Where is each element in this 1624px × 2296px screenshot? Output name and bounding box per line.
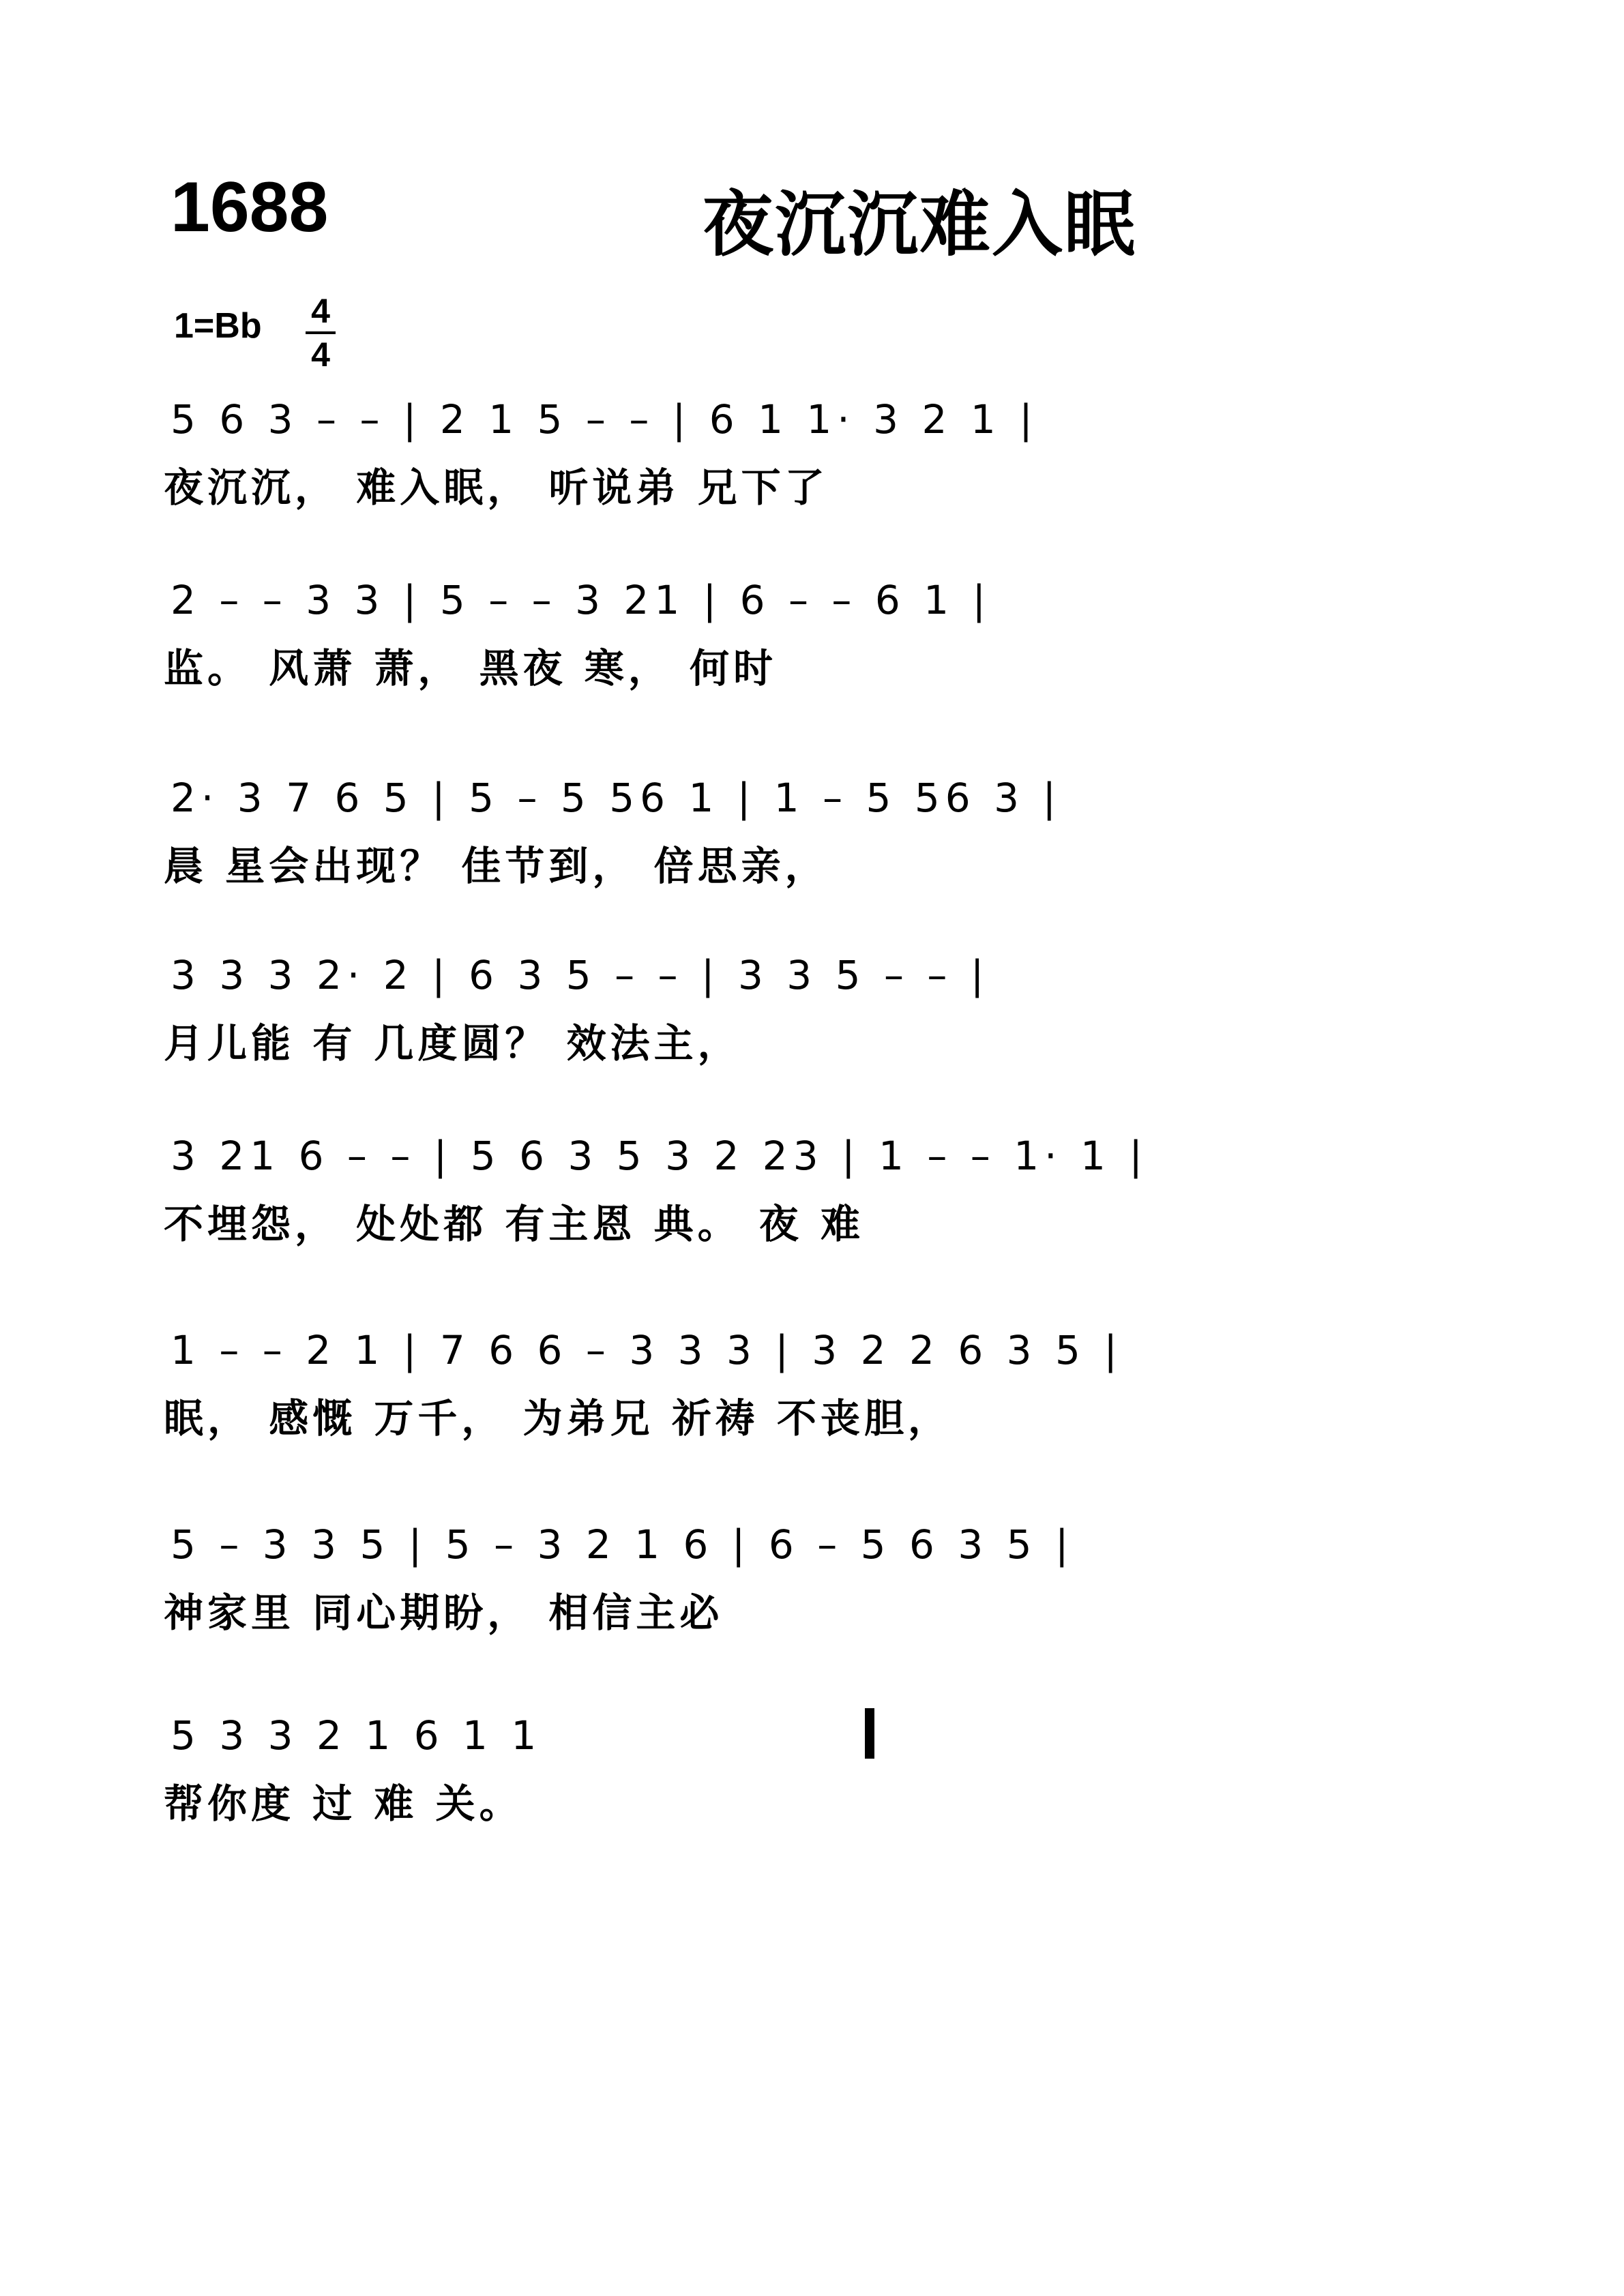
key-signature: 1=Bb <box>174 306 262 346</box>
score-row-8 <box>0 1705 1624 1889</box>
lyrics-line: 夜沉沉， 难入眠， 听说弟 兄下了 <box>164 464 829 511</box>
time-signature-bottom: 4 <box>311 336 330 374</box>
lyrics-line: 眠， 感慨 万千， 为弟兄 祈祷 不丧胆， <box>164 1395 951 1442</box>
notation-line: 2· 3 7 6 5 | 5 – 5 56 1 | 1 – 5 56 3 | <box>171 775 1062 821</box>
notation-line: 5 3 3 2 1 6 1 1 <box>171 1712 542 1759</box>
score-row-1 <box>0 389 1624 573</box>
score-row-3 <box>0 767 1624 951</box>
hymn-title: 夜沉沉难入眠 <box>703 183 1137 266</box>
score-row-7 <box>0 1514 1624 1698</box>
final-barline <box>865 1708 874 1759</box>
notation-line: 5 6 3 – – | 2 1 5 – – | 6 1 1· 3 2 1 | <box>171 396 1038 443</box>
score-row-5 <box>0 1125 1624 1309</box>
hymn-number: 1688 <box>171 168 329 247</box>
lyrics-line: 神家里 同心期盼， 相信主必 <box>164 1590 724 1636</box>
notation-line: 3 21 6 – – | 5 6 3 5 3 2 23 | 1 – – 1· 1 | <box>171 1133 1148 1179</box>
notation-line: 1 – – 2 1 | 7 6 6 – 3 3 3 | 3 2 2 6 3 5 | <box>171 1327 1123 1373</box>
score-row-2 <box>0 569 1624 754</box>
notation-line: 2 – – 3 3 | 5 – – 3 21 | 6 – – 6 1 | <box>171 577 992 623</box>
notation-line: 5 – 3 3 5 | 5 – 3 2 1 6 | 6 – 5 6 3 5 | <box>171 1521 1074 1568</box>
lyrics-line: 不埋怨， 处处都 有主恩 典。 夜 难 <box>164 1201 864 1247</box>
lyrics-line: 监。 风萧 萧， 黑夜 寒， 何时 <box>164 645 777 691</box>
score-row-4 <box>0 944 1624 1129</box>
lyrics-line: 晨 星会出现？ 佳节到， 倍思亲， <box>164 843 829 889</box>
notation-line: 3 3 3 2· 2 | 6 3 5 – – | 3 3 5 – – | <box>171 952 990 998</box>
lyrics-line: 帮你度 过 难 关。 <box>164 1780 523 1827</box>
lyrics-line: 月儿能 有 几度圆？ 效法主， <box>164 1020 741 1067</box>
time-signature-top: 4 <box>311 292 330 330</box>
score-row-6 <box>0 1320 1624 1504</box>
